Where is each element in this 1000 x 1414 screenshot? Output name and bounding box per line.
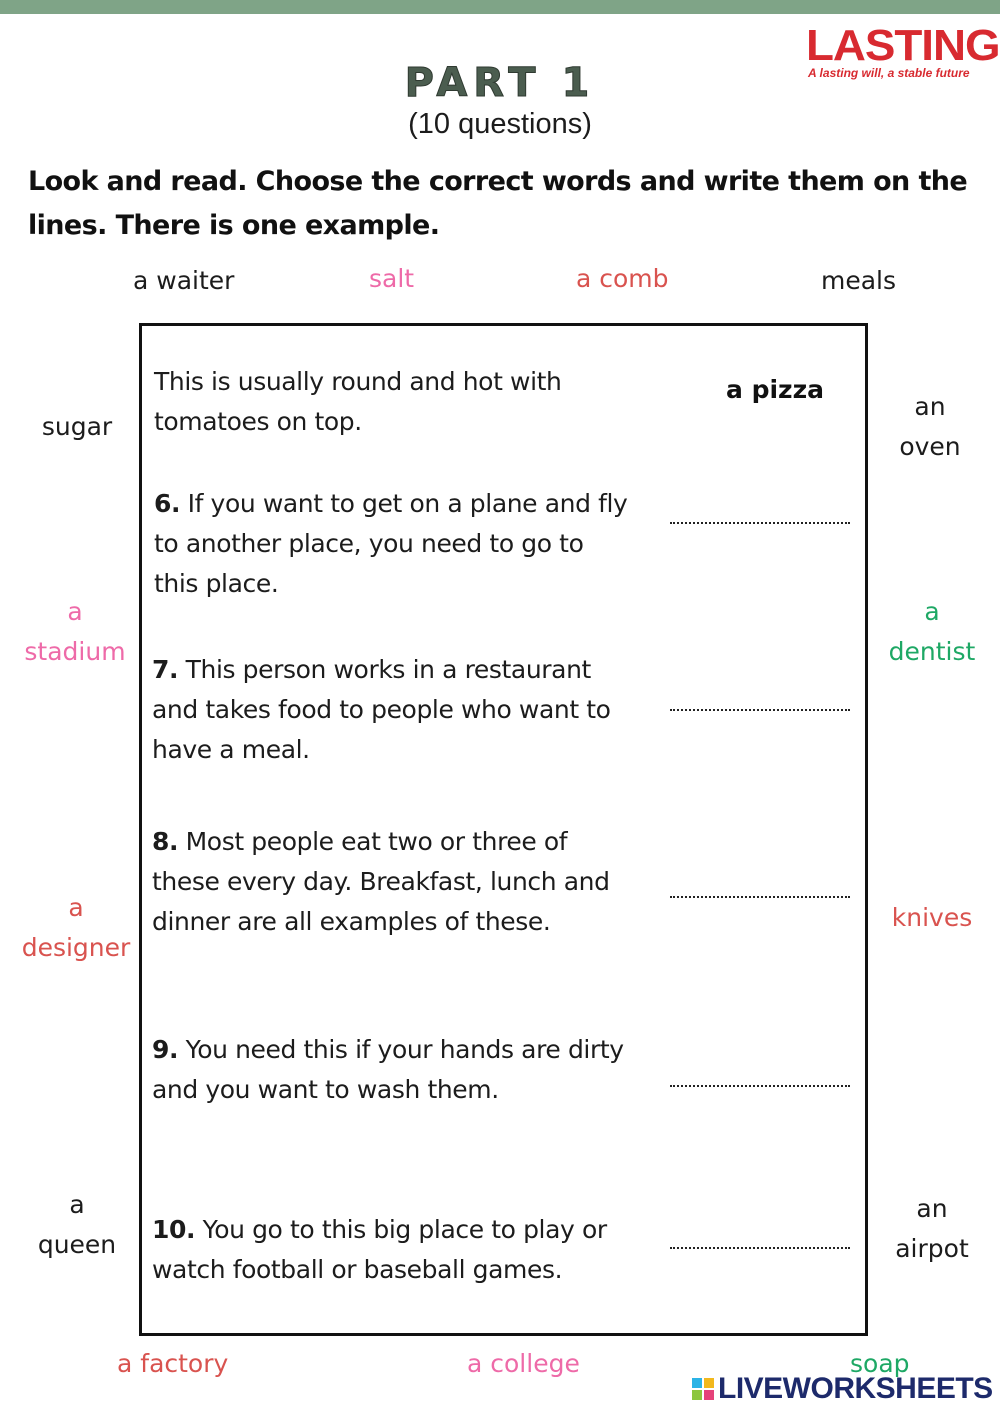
word-salt: salt bbox=[369, 264, 415, 293]
word-a-college: a college bbox=[467, 1349, 580, 1378]
liveworksheets-text: LIVEWORKSHEETS bbox=[718, 1372, 993, 1405]
word-a-dentist: a dentist bbox=[888, 597, 976, 666]
question-10: 10. You go to this big place to play or watch football or baseball games. bbox=[152, 1215, 607, 1284]
page-subtitle: (10 questions) bbox=[408, 108, 592, 140]
example-answer: a pizza bbox=[726, 375, 825, 404]
answer-line-8[interactable] bbox=[670, 896, 850, 898]
word-an-oven: an oven bbox=[899, 392, 961, 461]
answer-line-7[interactable] bbox=[670, 709, 850, 711]
logo-tagline: A lasting will, a stable future bbox=[808, 66, 970, 80]
page-title: PART 1 bbox=[404, 60, 596, 106]
example-question: This is usually round and hot with tomatoes on top. bbox=[154, 367, 562, 436]
question-8: 8. Most people eat two or three of these every day. Breakfast, lunch and dinner are all examples of these. bbox=[152, 827, 610, 936]
word-a-designer: a designer bbox=[21, 893, 131, 962]
word-soap: soap bbox=[850, 1349, 910, 1378]
question-7: 7. This person works in a restaurant and takes food to people who want to have a meal. bbox=[152, 655, 611, 764]
word-a-queen: a queen bbox=[37, 1190, 117, 1259]
answer-line-9[interactable] bbox=[670, 1085, 850, 1087]
word-knives: knives bbox=[891, 903, 973, 932]
word-a-stadium: a stadium bbox=[24, 597, 126, 666]
question-6: 6. If you want to get on a plane and fly to another place, you need to go to this place. bbox=[154, 489, 628, 598]
logo-word: LASTING bbox=[806, 21, 1000, 70]
instruction-text: Look and read. Choose the correct words and write them on the lines. There is one example. bbox=[28, 166, 968, 241]
word-sugar: sugar bbox=[41, 412, 113, 441]
word-meals: meals bbox=[821, 266, 897, 295]
word-a-comb: a comb bbox=[576, 264, 669, 293]
word-a-factory: a factory bbox=[117, 1349, 229, 1378]
question-9: 9. You need this if your hands are dirty and you want to wash them. bbox=[152, 1035, 624, 1104]
liveworksheets-icon bbox=[692, 1378, 714, 1400]
word-a-waiter: a waiter bbox=[133, 266, 235, 295]
answer-line-10[interactable] bbox=[670, 1247, 850, 1249]
answer-line-6[interactable] bbox=[670, 522, 850, 524]
word-an-airpot: an airpot bbox=[895, 1194, 969, 1263]
top-color-bar bbox=[0, 0, 1000, 14]
